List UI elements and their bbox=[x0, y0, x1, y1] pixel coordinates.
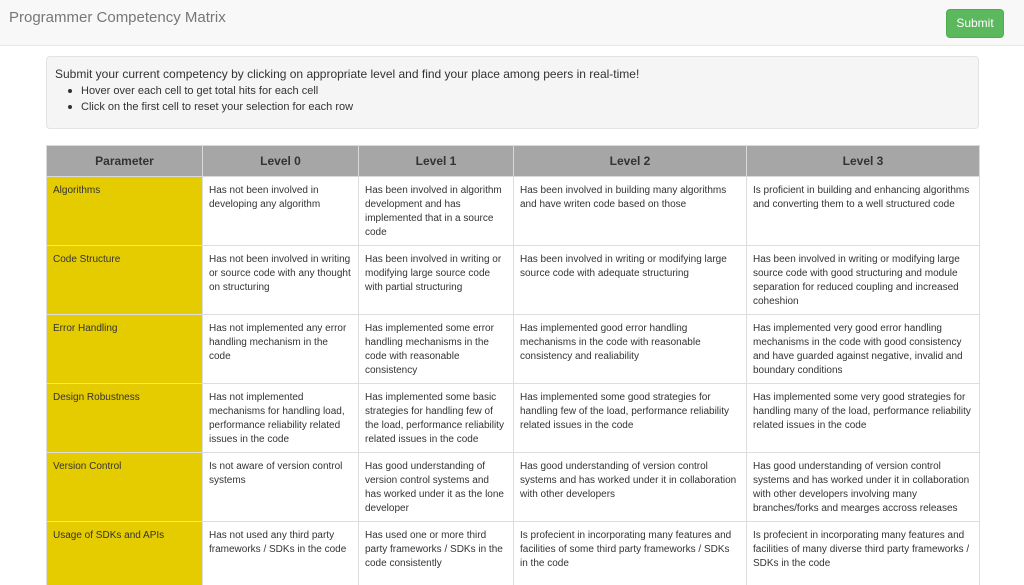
parameter-cell: Code Structure bbox=[47, 246, 203, 315]
competency-matrix-table bbox=[46, 145, 980, 585]
level-2-cell[interactable]: Has been involved in writing or modifying large source code with adequate structuring bbox=[514, 246, 747, 315]
submit-button[interactable]: Submit bbox=[946, 9, 1004, 38]
instructions-title: Submit your current competency by clicking on appropriate level and find your place among peers in real-time! bbox=[55, 67, 640, 81]
header-level-0: Level 0 bbox=[203, 146, 359, 177]
level-0-cell[interactable]: Is not aware of version control systems bbox=[203, 453, 359, 522]
instructions-list bbox=[55, 83, 970, 115]
level-2-cell[interactable]: Has good understanding of version control systems and has worked under it in collaboration with other developers bbox=[514, 453, 747, 522]
level-0-cell[interactable]: Has not implemented mechanisms for handling load, performance reliability related issues in the code bbox=[203, 384, 359, 453]
level-1-cell[interactable]: Has been involved in algorithm development and has implemented that in a source code bbox=[359, 177, 514, 246]
table-row bbox=[47, 522, 980, 585]
table-row bbox=[47, 177, 980, 246]
table-row bbox=[47, 453, 980, 522]
instruction-item: Hover over each cell to get total hits for each cell bbox=[81, 83, 970, 99]
instructions-panel bbox=[46, 56, 979, 129]
header-level-2: Level 2 bbox=[514, 146, 747, 177]
parameter-cell: Design Robustness bbox=[47, 384, 203, 453]
navbar bbox=[0, 0, 1024, 46]
level-2-cell[interactable]: Is profecient in incorporating many features and facilities of some third party frameworks / SDKs in the code bbox=[514, 522, 747, 585]
level-3-cell[interactable]: Has implemented very good error handling mechanisms in the code with good consistency and have guarded against negative, invalid and boundary conditions bbox=[747, 315, 980, 384]
level-0-cell[interactable]: Has not implemented any error handling mechanism in the code bbox=[203, 315, 359, 384]
parameter-cell: Algorithms bbox=[47, 177, 203, 246]
level-1-cell[interactable]: Has used one or more third party frameworks / SDKs in the code consistently bbox=[359, 522, 514, 585]
parameter-cell: Error Handling bbox=[47, 315, 203, 384]
app-title[interactable]: Programmer Competency Matrix bbox=[9, 9, 226, 26]
table-header-row bbox=[47, 146, 980, 177]
level-3-cell[interactable]: Has been involved in writing or modifying large source code with good structuring and module separation for reduced coupling and increased coheshion bbox=[747, 246, 980, 315]
header-level-3: Level 3 bbox=[747, 146, 980, 177]
level-0-cell[interactable]: Has not been involved in writing or source code with any thought on structuring bbox=[203, 246, 359, 315]
table-row bbox=[47, 384, 980, 453]
level-3-cell[interactable]: Has good understanding of version control systems and has worked under it in collaboration with other developers involving many branches/forks and mearges accross releases bbox=[747, 453, 980, 522]
level-2-cell[interactable]: Has implemented some good strategies for handling few of the load, performance reliability related issues in the code bbox=[514, 384, 747, 453]
level-0-cell[interactable]: Has not been involved in developing any algorithm bbox=[203, 177, 359, 246]
level-3-cell[interactable]: Is profecient in incorporating many features and facilities of many diverse third party frameworks / SDKs in the code bbox=[747, 522, 980, 585]
level-2-cell[interactable]: Has been involved in building many algorithms and have writen code based on those bbox=[514, 177, 747, 246]
level-3-cell[interactable]: Has implemented some very good strategies for handling many of the load, performance reliability related issues in the code bbox=[747, 384, 980, 453]
table-row bbox=[47, 246, 980, 315]
instruction-item: Click on the first cell to reset your selection for each row bbox=[81, 99, 970, 115]
level-3-cell[interactable]: Is proficient in building and enhancing algorithms and converting them to a well structured code bbox=[747, 177, 980, 246]
level-1-cell[interactable]: Has good understanding of version control systems and has worked under it as the lone developer bbox=[359, 453, 514, 522]
header-level-1: Level 1 bbox=[359, 146, 514, 177]
table-row bbox=[47, 315, 980, 384]
level-0-cell[interactable]: Has not used any third party frameworks / SDKs in the code bbox=[203, 522, 359, 585]
level-2-cell[interactable]: Has implemented good error handling mechanisms in the code with reasonable consistency and realiability bbox=[514, 315, 747, 384]
level-1-cell[interactable]: Has been involved in writing or modifying large source code with partial structuring bbox=[359, 246, 514, 315]
header-parameter: Parameter bbox=[47, 146, 203, 177]
parameter-cell: Version Control bbox=[47, 453, 203, 522]
parameter-cell: Usage of SDKs and APIs bbox=[47, 522, 203, 585]
level-1-cell[interactable]: Has implemented some error handling mechanisms in the code with reasonable consistency bbox=[359, 315, 514, 384]
level-1-cell[interactable]: Has implemented some basic strategies for handling few of the load, performance reliability related issues in the code bbox=[359, 384, 514, 453]
